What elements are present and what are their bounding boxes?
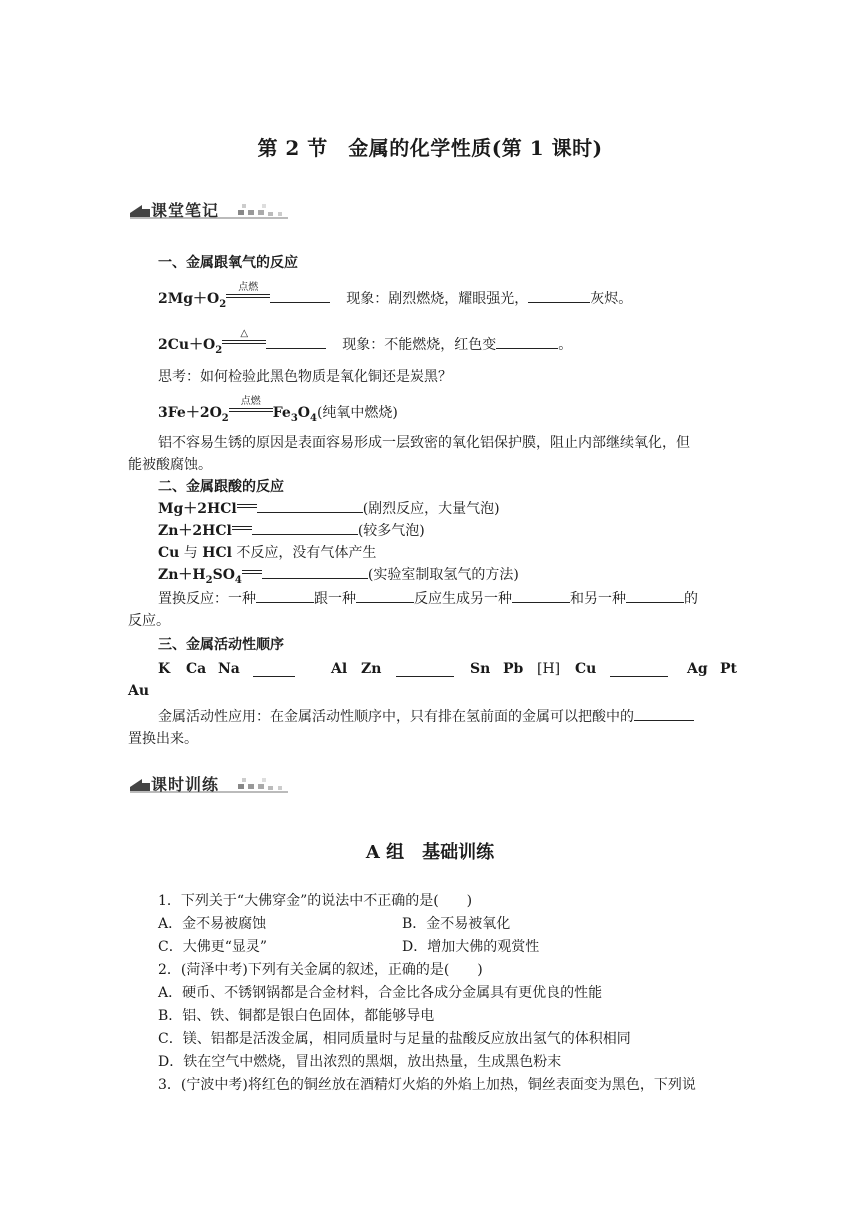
element-symbol: Ag xyxy=(687,661,708,677)
element-cu: Cu xyxy=(158,545,180,561)
reaction-mg-oxygen xyxy=(158,282,633,316)
question-2: 2．(菏泽中考)下列有关金属的叙述，正确的是( ) xyxy=(158,962,483,978)
activity-application-line2: 置换出来。 xyxy=(128,731,198,747)
reaction-reactants: Zn＋H xyxy=(158,567,206,583)
observation-text: 现象：不能燃烧，红色变 xyxy=(342,337,497,353)
element-symbol: Sn xyxy=(470,661,491,677)
reaction-reactants: 2Cu＋O xyxy=(158,337,216,353)
section-heading-oxygen: 一、金属跟氧气的反应 xyxy=(158,255,298,271)
application-text: 金属活动性应用：在金属活动性顺序中，只有排在氢前面的金属可以把酸中的 xyxy=(158,709,634,725)
element-symbol: Na xyxy=(218,661,240,677)
element-symbol: Zn xyxy=(361,661,382,677)
element-symbol: K xyxy=(158,661,171,677)
reaction-reactants: Mg＋2HCl xyxy=(158,501,237,517)
option-b[interactable]: B．铝、铁、铜都是银白色固体，都能够导电 xyxy=(158,1008,435,1024)
think-question: 思考：如何检验此黑色物质是氧化铜还是炭黑？ xyxy=(158,369,452,385)
section-heading-acid: 二、金属跟酸的反应 xyxy=(158,479,284,495)
reaction-condition: 点燃 xyxy=(238,282,259,293)
observation-text: 现象：剧烈燃烧，耀眼强光， xyxy=(346,291,529,307)
aluminum-paragraph-line2: 能被酸腐蚀。 xyxy=(128,457,212,473)
element-symbol: Pb xyxy=(503,661,524,677)
statement-text: 不反应，没有气体产生 xyxy=(231,545,377,561)
cu-hcl-statement xyxy=(158,542,376,564)
group-title: A 组 基础训练 xyxy=(365,842,495,863)
reaction-note: (实验室制取氢气的方法) xyxy=(367,567,519,583)
fill-blank[interactable] xyxy=(396,662,454,677)
option-d[interactable]: D．增加大佛的观赏性 xyxy=(402,939,540,955)
reaction-arrow xyxy=(232,521,252,535)
reaction-mg-hcl xyxy=(158,498,500,520)
element-symbol: Pt xyxy=(720,661,737,677)
section-heading-activity: 三、金属活动性顺序 xyxy=(158,637,284,653)
element-symbol: [H] xyxy=(537,661,561,677)
fill-blank[interactable] xyxy=(266,334,326,349)
fill-blank[interactable] xyxy=(270,288,330,303)
fill-blank[interactable] xyxy=(512,588,570,603)
option-c[interactable]: C．大佛更“显灵” xyxy=(158,939,268,955)
reaction-product: Fe xyxy=(272,405,291,421)
reaction-condition: △ xyxy=(240,328,249,339)
option-a[interactable]: A．硬币、不锈钢锅都是合金材料，合金比各成分金属具有更优良的性能 xyxy=(158,985,603,1001)
fill-blank[interactable] xyxy=(252,520,358,535)
fill-blank[interactable] xyxy=(626,588,684,603)
fill-blank[interactable] xyxy=(262,564,368,579)
subscript: 4 xyxy=(234,574,242,586)
definition-text: 的 xyxy=(684,591,698,607)
fill-blank[interactable] xyxy=(496,334,558,349)
definition-text: 和另一种 xyxy=(570,591,626,607)
fill-blank[interactable] xyxy=(253,662,295,677)
subscript: 2 xyxy=(205,574,213,586)
fill-blank[interactable] xyxy=(356,588,414,603)
reaction-arrow xyxy=(222,328,266,349)
section-banner-exercises xyxy=(128,772,298,794)
fill-blank[interactable] xyxy=(257,498,363,513)
displacement-definition-line1 xyxy=(158,588,698,610)
banner-label: 课堂笔记 xyxy=(151,201,220,220)
option-a[interactable]: A．金不易被腐蚀 xyxy=(158,916,267,932)
definition-text: 跟一种 xyxy=(314,591,356,607)
reaction-zn-hcl xyxy=(158,520,425,542)
section-banner-notes xyxy=(128,198,298,220)
fill-blank[interactable] xyxy=(610,662,668,677)
reaction-arrow xyxy=(242,565,262,579)
subscript: 3 xyxy=(290,412,298,424)
activity-application-line1 xyxy=(158,706,694,728)
subscript: 4 xyxy=(310,412,317,424)
fill-blank[interactable] xyxy=(256,588,314,603)
observation-text-end: 。 xyxy=(558,337,573,353)
definition-text: 置换反应：一种 xyxy=(158,591,256,607)
element-symbol: Cu xyxy=(575,661,597,677)
reaction-cu-oxygen xyxy=(158,328,573,362)
reaction-condition: 点燃 xyxy=(240,396,261,407)
element-symbol: Al xyxy=(331,661,348,677)
reaction-reactants: 3Fe＋2O xyxy=(158,405,222,421)
option-c[interactable]: C．镁、铝都是活泼金属，相同质量时与足量的盐酸反应放出氢气的体积相同 xyxy=(158,1031,631,1047)
option-b[interactable]: B．金不易被氧化 xyxy=(402,916,511,932)
reaction-product: O xyxy=(297,405,310,421)
reaction-note: (较多气泡) xyxy=(357,523,425,539)
element-symbol: Ca xyxy=(186,661,207,677)
reaction-arrow xyxy=(237,499,257,513)
aluminum-paragraph-line1: 铝不容易生锈的原因是表面容易形成一层致密的氧化铝保护膜，阻止内部继续氧化，但 xyxy=(158,435,690,451)
subscript: 2 xyxy=(215,344,223,356)
question-3: 3．(宁波中考)将红色的铜丝放在酒精灯火焰的外焰上加热，铜丝表面变为黑色，下列说 xyxy=(158,1077,696,1093)
displacement-definition-line2: 反应。 xyxy=(128,613,170,629)
banner-label: 课时训练 xyxy=(151,775,220,794)
reaction-arrow xyxy=(226,282,270,303)
definition-text: 反应生成另一种 xyxy=(414,591,512,607)
reaction-note: (纯氧中燃烧) xyxy=(316,405,398,421)
reaction-reactants: Zn＋2HCl xyxy=(158,523,232,539)
reaction-fe-oxygen xyxy=(158,396,398,430)
subscript: 2 xyxy=(221,412,229,424)
reaction-arrow xyxy=(229,396,273,417)
compound-hcl: HCl xyxy=(202,545,232,561)
subscript: 2 xyxy=(219,298,227,310)
question-1: 1．下列关于“大佛穿金”的说法中不正确的是( ) xyxy=(158,893,473,909)
reaction-reactants: SO xyxy=(212,567,235,583)
option-d[interactable]: D．铁在空气中燃烧，冒出浓烈的黑烟，放出热量，生成黑色粉末 xyxy=(158,1054,562,1070)
page-title: 第 2 节 金属的化学性质(第 1 课时) xyxy=(257,136,603,160)
observation-text-end: 灰烬。 xyxy=(590,291,633,307)
activity-series xyxy=(0,658,860,680)
fill-blank[interactable] xyxy=(528,288,590,303)
fill-blank[interactable] xyxy=(634,706,694,721)
element-symbol: Au xyxy=(128,683,150,699)
statement-text: 与 xyxy=(179,545,203,561)
reaction-reactants: 2Mg＋O xyxy=(158,291,220,307)
reaction-note: (剧烈反应，大量气泡) xyxy=(362,501,500,517)
